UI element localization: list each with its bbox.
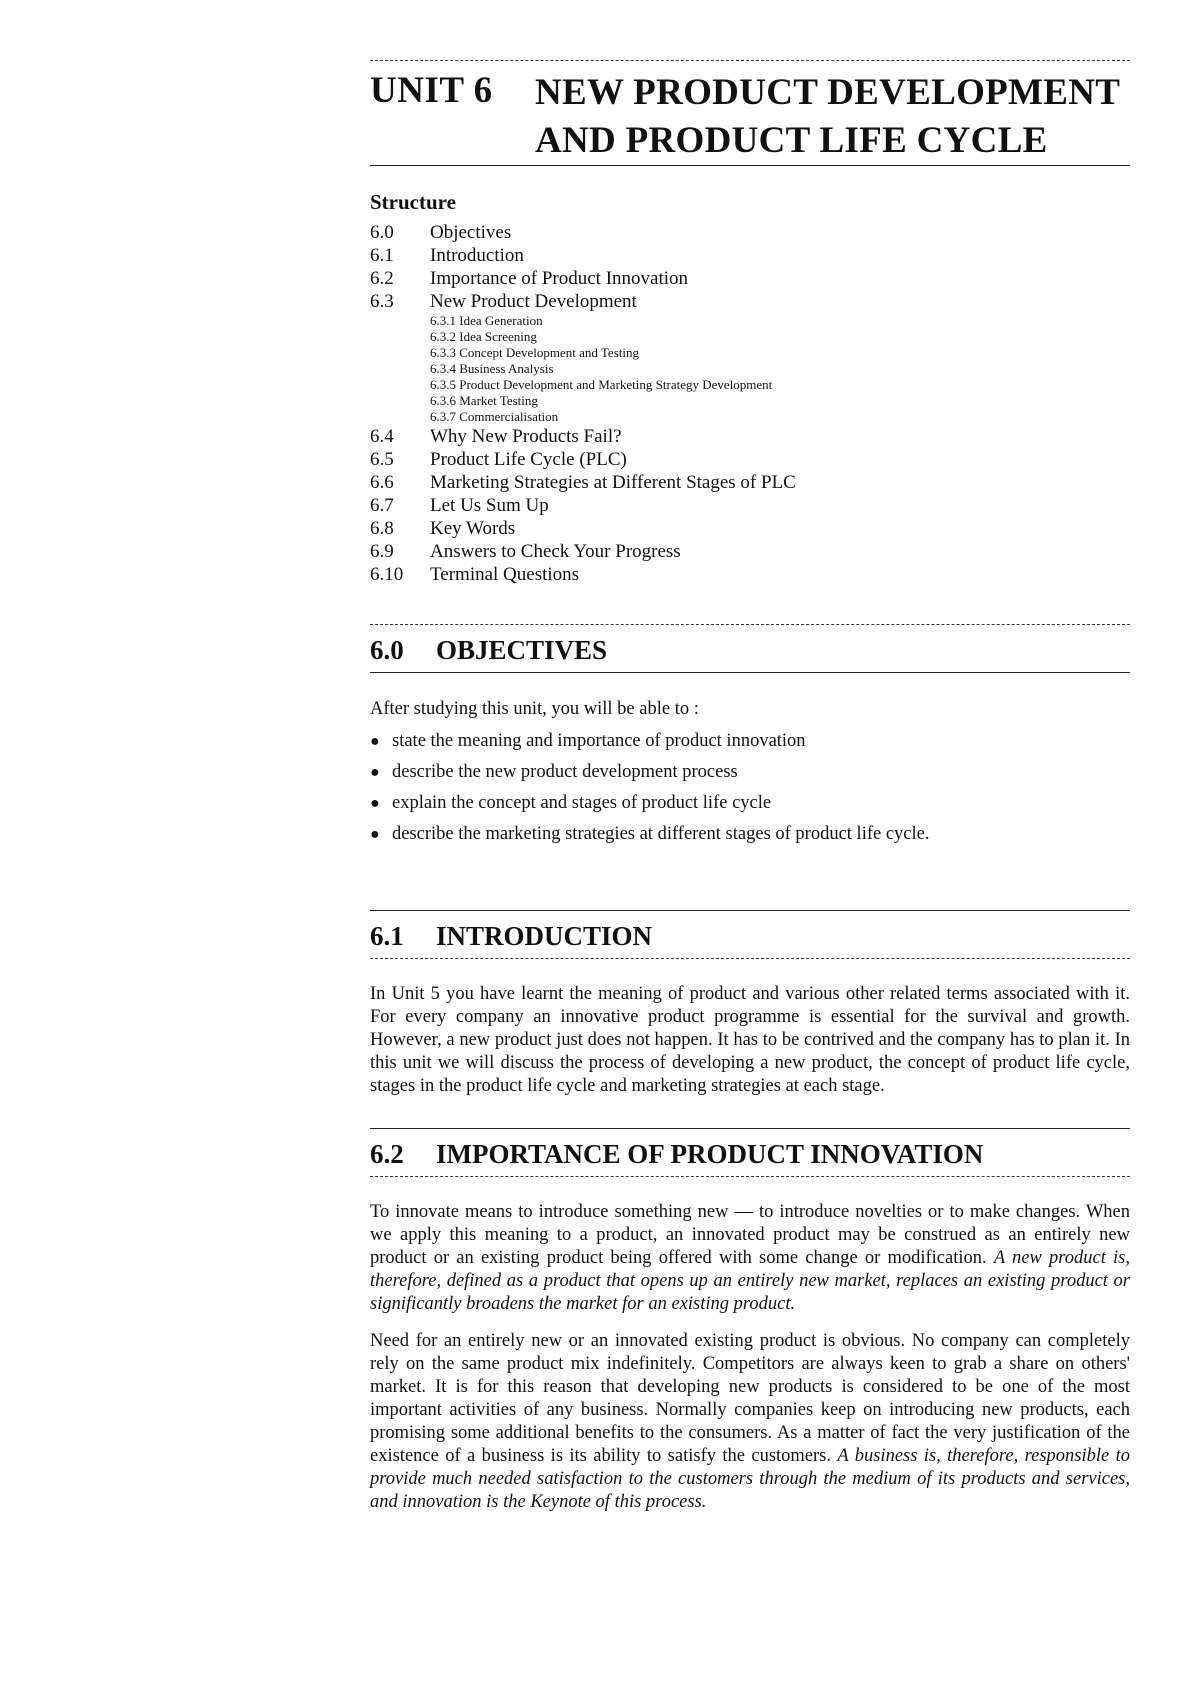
bullet-icon: ● xyxy=(370,795,380,812)
section-top-rule xyxy=(370,910,1130,911)
toc-item: 6.2 Importance of Product Innovation xyxy=(370,268,689,289)
toc-item: 6.0 Objectives xyxy=(370,222,512,243)
importance-paragraph-1: To innovate means to introduce something new — to introduce novelties or to make changes. When we apply this meaning to a product, an innovated product may be construed as an entirely new product or an existing product being offered with some change or modification. A new product is, therefore, defined as a product that opens up an entirely new market, replaces an existing product or significantly broadens the market for an existing product. xyxy=(370,1202,1130,1314)
section-heading: 6.2 IMPORTANCE OF PRODUCT INNOVATION xyxy=(370,1139,984,1169)
toc-item: 6.3 New Product Development xyxy=(370,291,637,312)
introduction-paragraph: In Unit 5 you have learnt the meaning of product and various other related terms associated with it. For every company an innovative product programme is essential for the survival and growth. However, a new product just does not happen. It has to be contrived and the company has to plan it. In this unit we will discuss the process of developing a new product, the concept of product life cycle, stages in the product life cycle and marketing strategies at each stage. xyxy=(370,984,1130,1096)
section-bottom-rule xyxy=(370,1176,1130,1177)
toc-item: 6.6 Marketing Strategies at Different Stages of PLC xyxy=(370,472,796,493)
toc-subitem: 6.3.1 Idea Generation xyxy=(430,313,543,328)
toc-item: 6.4 Why New Products Fail? xyxy=(370,426,622,447)
section-importance xyxy=(370,1128,1130,1514)
toc-subitem: 6.3.6 Market Testing xyxy=(430,393,538,408)
unit-header xyxy=(370,69,1130,161)
bullet-icon: ● xyxy=(370,764,380,781)
unit-bottom-rule xyxy=(370,165,1130,166)
top-rule xyxy=(370,60,1130,61)
structure-list xyxy=(370,221,1130,586)
list-item: ● describe the marketing strategies at different stages of product life cycle. xyxy=(370,819,1130,850)
toc-subitem: 6.3.2 Idea Screening xyxy=(430,329,537,344)
bullet-icon: ● xyxy=(370,733,380,750)
toc-item: 6.9 Answers to Check Your Progress xyxy=(370,541,681,562)
section-top-rule xyxy=(370,624,1130,625)
toc-item: 6.7 Let Us Sum Up xyxy=(370,495,549,516)
list-item: ● explain the concept and stages of product life cycle xyxy=(370,788,1130,819)
structure-heading: Structure xyxy=(370,190,456,214)
section-objectives xyxy=(370,624,1130,850)
unit-title-line2: AND PRODUCT LIFE CYCLE xyxy=(535,120,1048,161)
section-heading: 6.0 OBJECTIVES xyxy=(370,635,608,665)
section-introduction xyxy=(370,910,1130,1098)
unit-title-line1: NEW PRODUCT DEVELOPMENT xyxy=(535,72,1121,113)
unit-label: UNIT 6 xyxy=(370,70,493,111)
section-heading: 6.1 INTRODUCTION xyxy=(370,921,653,951)
toc-item: 6.5 Product Life Cycle (PLC) xyxy=(370,449,627,470)
toc-subitem: 6.3.5 Product Development and Marketing Strategy Development xyxy=(430,377,773,392)
unit-title xyxy=(535,69,1120,165)
toc-subitem: 6.3.3 Concept Development and Testing xyxy=(430,345,639,360)
toc-item: 6.10 Terminal Questions xyxy=(370,564,580,585)
toc-subitem: 6.3.4 Business Analysis xyxy=(430,361,554,376)
page-content xyxy=(370,60,1130,1514)
section-bottom-rule xyxy=(370,958,1130,959)
toc-subitem: 6.3.7 Commercialisation xyxy=(430,409,559,424)
list-item: ● state the meaning and importance of product innovation xyxy=(370,726,1130,757)
toc-item: 6.1 Introduction xyxy=(370,245,524,266)
section-top-rule xyxy=(370,1128,1130,1129)
toc-item: 6.8 Key Words xyxy=(370,518,516,539)
list-item: ● describe the new product development process xyxy=(370,757,1130,788)
importance-paragraph-2: Need for an entirely new or an innovated existing product is obvious. No company can completely rely on the same product mix indefinitely. Competitors are always keen to grab a share on others' market. It is for this reason that developing new products is considered to be one of the most important activities of any business. Normally companies keep on introducing new products, each promising some additional benefits to the consumers. As a matter of fact the very justification of the existence of a business is its ability to satisfy the customers. A business is, therefore, responsible to provide much needed satisfaction to the customers through the medium of its products and services, and innovation is the Keynote of this process. xyxy=(370,1331,1130,1512)
section-bottom-rule xyxy=(370,672,1130,673)
bullet-icon: ● xyxy=(370,826,380,843)
objectives-list xyxy=(370,726,1130,850)
objectives-lead: After studying this unit, you will be able to : xyxy=(370,699,699,719)
